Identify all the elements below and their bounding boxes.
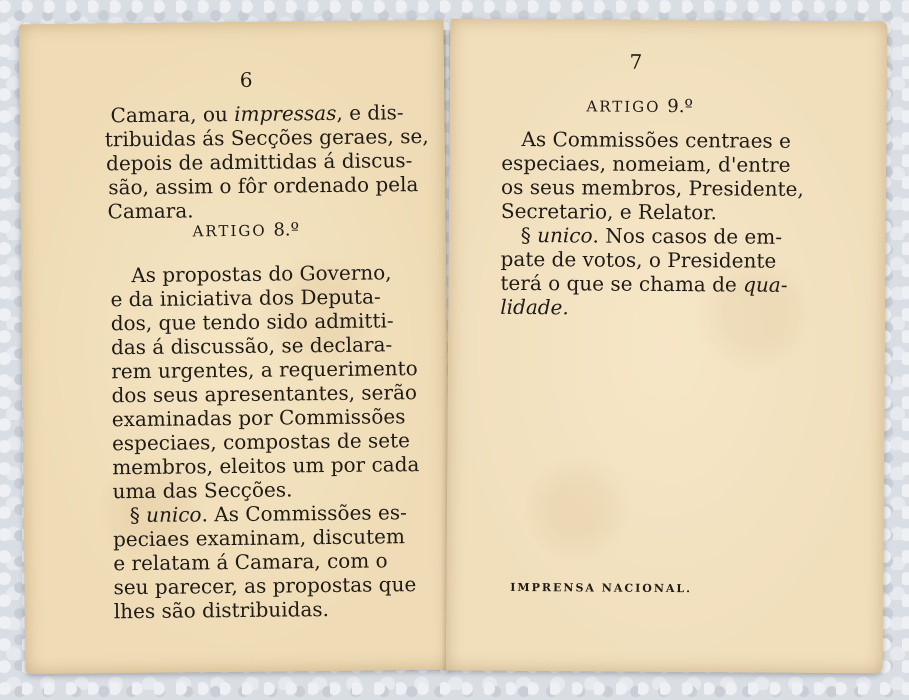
text-line: dos seus apresentantes, serão: [111, 380, 418, 408]
text-line: pate de votos, o Presidente: [500, 246, 777, 273]
text-line: e da iniciativa dos Deputa-: [110, 284, 381, 312]
text-line: dos, que tendo sido admitti-: [110, 308, 394, 336]
italic-word: unico: [145, 502, 202, 527]
text-line: especiaes, compostas de sete: [111, 428, 411, 456]
page-number-right: 7: [629, 49, 643, 74]
text-line: Secretario, e Relator.: [500, 198, 718, 225]
text-line: os seus membros, Presidente,: [501, 174, 804, 201]
text-line: terá o que se chama de qua-: [500, 270, 788, 297]
text-line: membros, eleitos um por cada: [112, 452, 420, 480]
text-line: As propostas do Governo,: [131, 260, 392, 288]
text-line: [500, 295, 569, 319]
text-line: § unico. As Commissões es-: [129, 500, 407, 528]
text-line: uma das Secções.: [112, 477, 293, 504]
text-line: Camara.: [107, 198, 194, 224]
text-line: são, assim o fôr ordenado pela: [108, 172, 419, 200]
italic-word: impressas: [234, 100, 337, 126]
article-number: 9.º: [667, 95, 693, 118]
text-line: § unico. Nos casos de em-: [520, 222, 783, 249]
text-line: As Commissões centraes e: [521, 126, 792, 153]
right-page: [446, 18, 888, 673]
text-line: seu parecer, as propostas que: [113, 572, 417, 600]
text-line: especiaes, nomeiam, d'entre: [501, 150, 791, 177]
article-word: ARTIGO: [192, 221, 267, 241]
italic-word: unico: [537, 223, 593, 248]
text-line: tribuidas ás Secções geraes, se,: [104, 123, 429, 152]
text-line: e relatam á Camara, com o: [113, 548, 388, 576]
left-page: [19, 20, 451, 674]
article-number: 8.º: [273, 219, 300, 241]
text-line: Camara, ou impressas, e dis-: [110, 100, 404, 128]
italic-word: lidade.: [500, 294, 569, 320]
article-heading-9: [570, 95, 710, 117]
text-line: examinadas por Commissões: [111, 404, 406, 432]
page-number-left: 6: [239, 67, 253, 92]
text-line: peciaes examinam, discutem: [112, 524, 406, 552]
article-heading-8: [171, 219, 321, 242]
text-line: depois de admittidas á discus-: [105, 148, 413, 176]
article-word: ARTIGO: [586, 97, 661, 116]
text-line: rem urgentes, a requerimento: [111, 356, 418, 384]
italic-word: qua-: [743, 272, 788, 297]
text-line: lhes são distribuidas.: [113, 597, 330, 624]
text-line: das á discussão, se declara-: [110, 332, 393, 360]
imprint-line: IMPRENSA NACIONAL.: [510, 580, 693, 596]
